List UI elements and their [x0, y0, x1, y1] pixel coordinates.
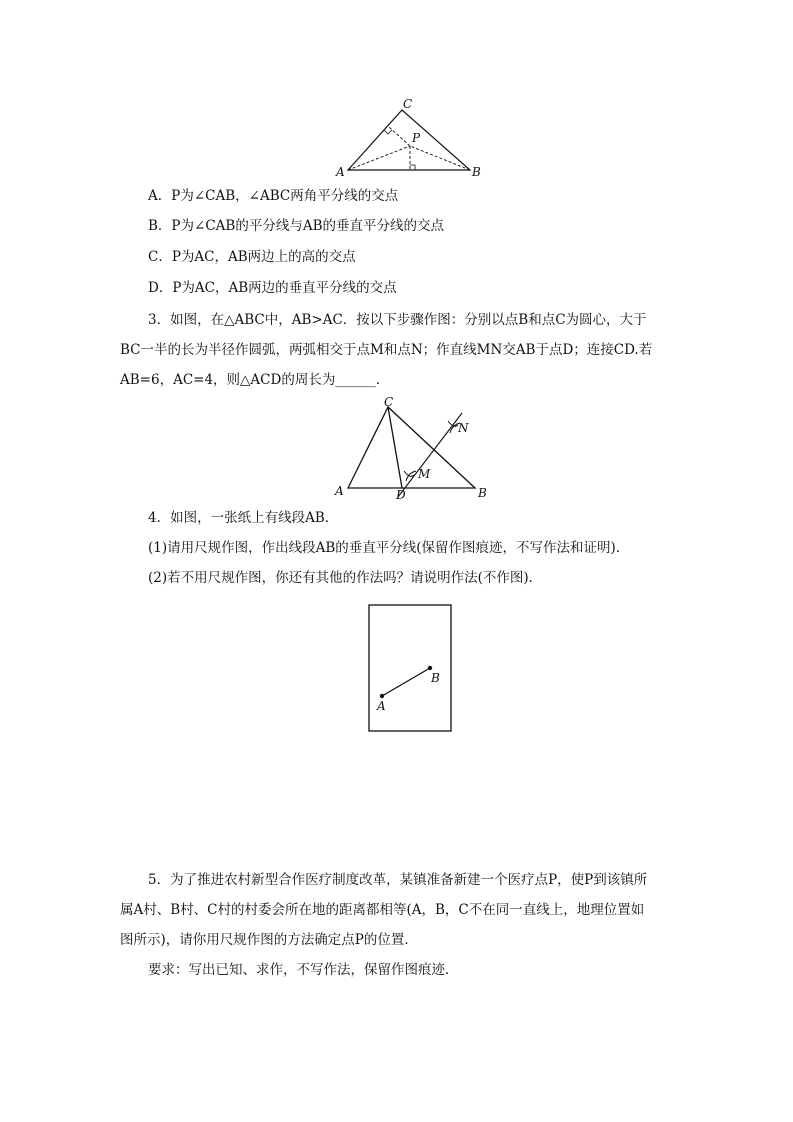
- q5-line-2: 属A村、B村、C村的村委会所在地的距离都相等(A，B，C不在同一直线上，地理位置如: [120, 902, 645, 918]
- label-c-q3: C: [384, 395, 394, 409]
- triangle-abc: [348, 110, 470, 170]
- q4-line-3: (2)若不用尺规作图，你还有其他的作法吗？请说明作法(不作图)．: [148, 570, 543, 586]
- q5-line-1: 5．为了推进农村新型合作医疗制度改革，某镇准备新建一个医疗点P，使P到该镇所: [148, 872, 648, 888]
- q3-line-1: 3．如图，在△ABC中，AB>AC．按以下步骤作图：分别以点B和点C为圆心，大于: [148, 312, 647, 328]
- q4-line-1: 4．如图，一张纸上有线段AB．: [148, 510, 339, 526]
- label-b-q4: B: [431, 671, 440, 685]
- label-m-q3: M: [418, 467, 431, 481]
- label-p: P: [412, 131, 421, 145]
- right-angle-mark-ac: [384, 130, 392, 134]
- label-a-q3: A: [335, 484, 344, 498]
- right-angle-mark-ab: [410, 165, 415, 170]
- label-d-q3: D: [396, 488, 406, 502]
- label-a-q4: A: [377, 699, 386, 713]
- segment-ab-q4: [382, 668, 430, 696]
- segment-p-to-ac: [388, 126, 410, 146]
- q3-line-3: AB=6，AC=4，则△ACD的周长为______．: [120, 372, 390, 388]
- question-4: [120, 503, 680, 593]
- q3-line-2: BC一半的长为半径作圆弧，两弧相交于点M和点N；作直线MN交AB于点D；连接CD.若: [120, 342, 653, 358]
- label-n-q3: N: [458, 421, 469, 435]
- option-d: D．P为AC，AB两边的垂直平分线的交点: [148, 280, 397, 296]
- figure-paper-ab: [368, 604, 454, 734]
- question-5: [120, 865, 680, 985]
- q5-line-4: 要求：写出已知、求作，不写作法，保留作图痕迹．: [148, 962, 459, 978]
- label-b-q3: B: [478, 486, 487, 500]
- option-a: A．P为∠CAB，∠ABC两角平分线的交点: [148, 188, 399, 204]
- point-b-q4: [428, 666, 432, 670]
- segment-ap: [348, 146, 410, 170]
- q5-line-3: 图所示)，请你用尺规作图的方法确定点P的位置．: [120, 932, 418, 948]
- q4-line-2: (1)请用尺规作图，作出线段AB的垂直平分线(保留作图痕迹，不写作法和证明)．: [148, 540, 630, 556]
- figure-triangle-mn: [330, 395, 500, 503]
- segment-cd: [388, 407, 402, 488]
- label-a: A: [336, 165, 345, 179]
- label-c: C: [403, 97, 413, 111]
- label-b: B: [472, 165, 481, 179]
- point-a-q4: [380, 694, 384, 698]
- question-3: [120, 305, 680, 395]
- arc-n: [448, 421, 458, 426]
- figure-triangle-p: [330, 96, 490, 180]
- option-b: B．P为∠CAB的平分线与AB的垂直平分线的交点: [148, 218, 444, 234]
- segment-bp: [410, 146, 470, 170]
- option-c: C．P为AC，AB两边上的高的交点: [148, 249, 356, 265]
